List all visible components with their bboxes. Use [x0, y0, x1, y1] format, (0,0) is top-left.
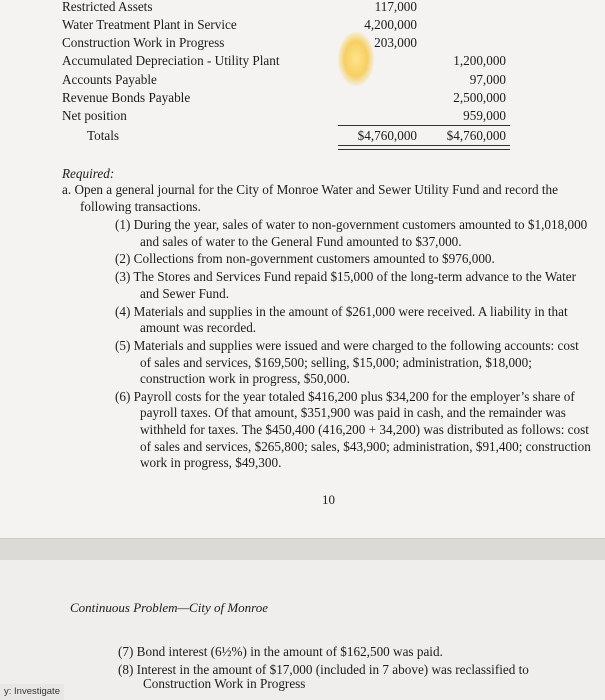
row-label: Net position	[62, 107, 127, 123]
list-item: (4) Materials and supplies in the amount of $261,000 were received. A liability in that amount was recorded.	[115, 303, 568, 336]
part-a-text: a. Open a general journal for the City of Monroe Water and Sewer Utility Fund and record the following transactions.	[62, 182, 559, 214]
table-row	[62, 89, 522, 107]
totals-credit: $4,760,000	[446, 128, 506, 144]
row-label: Restricted Assets	[62, 0, 153, 14]
list-item: (5) Materials and supplies were issued and were charged to the following accounts: cost of sales and services, $169,500; selling, $15,000; administration, $18,000; construction work in progress, $50,000.	[115, 337, 579, 387]
row-label: Construction Work in Progress	[62, 35, 225, 51]
required-heading: Required:	[62, 166, 115, 181]
debit-value: 4,200,000	[364, 17, 417, 32]
transaction-list	[115, 217, 593, 473]
list-item: (6) Payroll costs for the year totaled $416,200 plus $34,200 for the employer’s share of payroll taxes. Of that amount, $351,900 was paid in cash, and the remainder was withheld for taxes. The $450,400 (416,200 + 34,200) was distributed as follows: cost of sales and services, $265,800; sales, $43,900; administration, $91,400; construction work in progress, $49,300.	[115, 388, 591, 471]
row-label: Water Treatment Plant in Service	[62, 17, 237, 32]
row-label: Accounts Payable	[62, 71, 157, 87]
row-label: Accumulated Depreciation - Utility Plant	[62, 53, 280, 69]
list-item: (8) Interest in the amount of $17,000 (included in 7 above) was reclassified to	[118, 661, 529, 677]
credit-value: 97,000	[469, 71, 506, 87]
list-item: (2) Collections from non-government customers amounted to $976,000.	[115, 251, 495, 267]
list-item: (3) The Stores and Services Fund repaid $15,000 of the long-term advance to the Water and Sewer Fund.	[115, 269, 576, 301]
table-row	[62, 52, 522, 70]
table-row	[62, 107, 522, 125]
table-row	[62, 34, 522, 52]
debit-value: 203,000	[374, 35, 417, 51]
debit-value: 117,000	[374, 0, 417, 14]
section-heading: Continuous Problem—City of Monroe	[70, 600, 269, 615]
totals-row	[62, 127, 522, 145]
table-row	[62, 0, 522, 16]
cut-off-text: Construction Work in Progress	[143, 676, 306, 691]
list-item: (7) Bond interest (6½%) in the amount of $162,500 was paid.	[118, 644, 443, 659]
credit-value: 1,200,000	[453, 53, 506, 69]
row-label: Revenue Bonds Payable	[62, 89, 191, 105]
investigate-tab[interactable]: y: Investigate	[0, 684, 64, 700]
table-row	[62, 71, 522, 89]
transaction-list-continued	[118, 644, 588, 680]
totals-debit: $4,760,000	[357, 128, 417, 144]
totals-double-rule	[338, 145, 510, 150]
table-row	[62, 16, 522, 34]
totals-label: Totals	[87, 128, 120, 144]
part-a-instruction	[62, 182, 592, 215]
credit-value: 2,500,000	[453, 89, 506, 105]
list-item: (1) During the year, sales of water to non-government customers amounted to $1,018,000 and sales of water to the General Fund amounted to $37,000.	[115, 217, 588, 249]
totals-top-rule	[338, 125, 510, 126]
page-number: 10	[322, 492, 335, 507]
cut-off-line	[118, 676, 588, 691]
credit-value: 959,000	[463, 107, 506, 123]
trial-balance-table	[62, 0, 522, 145]
